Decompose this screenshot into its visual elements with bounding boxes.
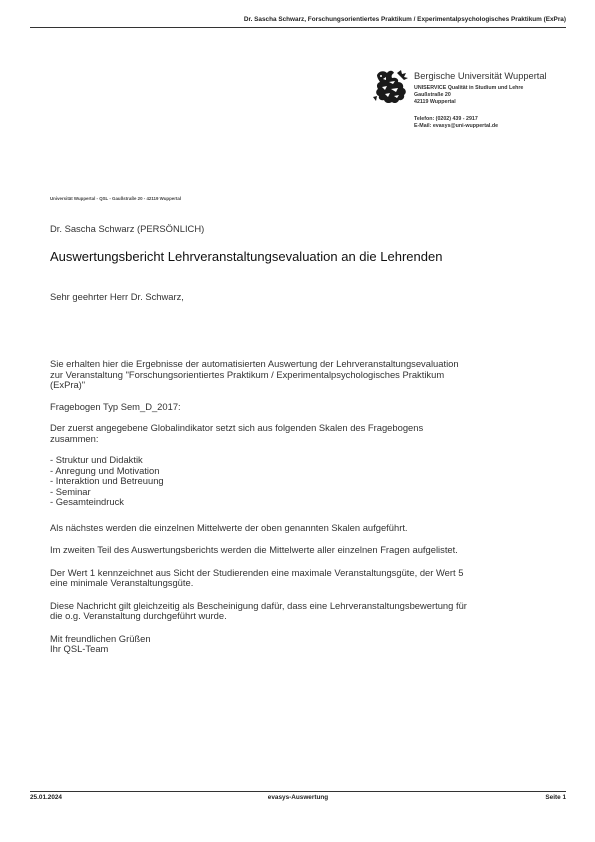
city-address: 42119 Wuppertal xyxy=(414,99,456,106)
letter-body xyxy=(50,359,570,655)
page-number: Seite 1 xyxy=(545,794,566,801)
phone-number: Telefon: (0202) 439 - 2917 xyxy=(414,115,478,122)
second-part-text: Im zweiten Teil des Auswertungsberichts werden die Mittelwerte aller einzelnen Fragen aufgelistet. xyxy=(50,544,458,555)
street-address: Gaußstraße 20 xyxy=(414,92,451,99)
running-header: Dr. Sascha Schwarz, Forschungsorientiertes Praktikum / Experimentalpsychologisches Praktikum (ExPra) xyxy=(243,16,566,23)
list-item: - Struktur und Didaktik xyxy=(50,454,143,465)
university-name: Bergische Universität Wuppertal xyxy=(414,71,547,81)
intro-line-3: (ExPra)" xyxy=(50,379,86,390)
closing-line-2: Ihr QSL-Team xyxy=(50,643,109,654)
recipient: Dr. Sascha Schwarz (PERSÖNLICH) xyxy=(50,223,205,234)
next-section-text: Als nächstes werden die einzelnen Mittelwerte der oben genannten Skalen aufgeführt. xyxy=(50,521,408,533)
list-item: - Gesamteindruck xyxy=(50,496,124,507)
header-divider xyxy=(30,27,566,28)
global-indicator-line-2: zusammen: xyxy=(50,432,99,444)
letter-subject: Auswertungsbericht Lehrveranstaltungsevaluation an die Lehrenden xyxy=(50,249,443,264)
list-item: - Anregung und Motivation xyxy=(50,464,160,476)
department-name: UNISERVICE Qualität in Studium und Lehre xyxy=(414,85,524,91)
confirmation-line-2: die o.g. Veranstaltung durchgeführt wurde. xyxy=(50,610,227,621)
footer-divider xyxy=(30,791,566,792)
global-indicator-line-1: Der zuerst angegebene Globalindikator setzt sich aus folgenden Skalen des Fragebogens xyxy=(50,422,424,433)
value-explanation-line-2: eine minimale Veranstaltungsgüte. xyxy=(50,577,194,588)
value-explanation-line-1: Der Wert 1 kennzeichnet aus Sicht der Studierenden eine maximale Veranstaltungsgüte, der Wert 5 xyxy=(50,566,464,578)
lion-crest-icon xyxy=(371,67,411,107)
email-address: E-Mail: evasys@uni-wuppertal.de xyxy=(414,122,499,129)
salutation: Sehr geehrter Herr Dr. Schwarz, xyxy=(50,291,184,302)
university-block xyxy=(414,71,574,130)
intro-line-1: Sie erhalten hier die Ergebnisse der automatisierten Auswertung der Lehrveranstaltungsevaluation xyxy=(50,358,459,369)
scale-list xyxy=(50,455,570,508)
list-item: - Interaktion und Betreuung xyxy=(50,475,164,486)
list-item: - Seminar xyxy=(50,485,91,497)
questionnaire-type: Fragebogen Typ Sem_D_2017: xyxy=(50,400,181,412)
footer-title: evasys-Auswertung xyxy=(267,794,329,801)
sender-address-line: Universität Wuppertal - QSL - Gaußstraße 20 - 42119 Wuppertal xyxy=(50,196,182,201)
closing-line-1: Mit freundlichen Grüßen xyxy=(50,632,151,644)
confirmation-line-1: Diese Nachricht gilt gleichzeitig als Bescheinigung dafür, dass eine Lehrveranstaltungsbewertung für xyxy=(50,599,467,611)
footer-date: 25.01.2024 xyxy=(30,794,62,801)
intro-line-2: zur Veranstaltung "Forschungsorientiertes Praktikum / Experimentalpsychologisches Praktikum xyxy=(50,368,445,380)
